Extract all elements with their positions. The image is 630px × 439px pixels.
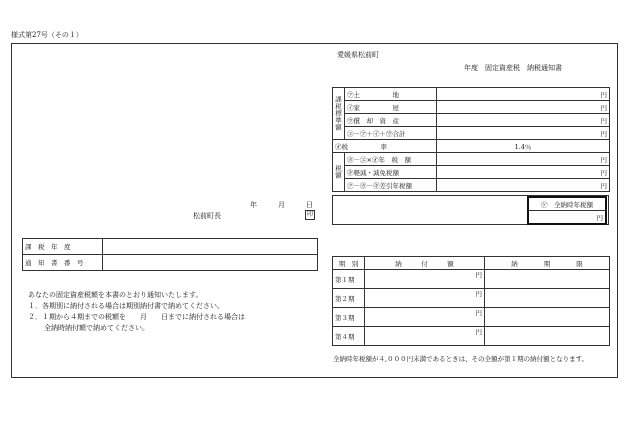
installment-period: 第１期	[333, 270, 365, 289]
installment-period: 第２期	[333, 289, 365, 308]
installment-deadline	[485, 308, 610, 327]
info-value	[103, 255, 318, 271]
assessment-label: ㋒償 却 資 産	[345, 114, 437, 127]
installment-deadline	[485, 270, 610, 289]
notice-line: ２．１期から４期までの税額を 月 日までに納付される場合は	[28, 313, 245, 321]
full-payment-box	[527, 196, 607, 225]
assessment-value: 円	[437, 88, 610, 101]
mayor-seal: 印	[307, 211, 314, 218]
tax-value: 円	[437, 166, 610, 179]
assessment-label: ㋑家 屋	[345, 101, 437, 114]
date-year: 年	[250, 201, 257, 209]
form-number: 様式第27号（その１）	[11, 31, 83, 39]
assessment-value: 円	[437, 127, 610, 140]
installment-footnote: 全納時年税額が４,０００円未満であるときは、その全額が第１期の納付額となります。	[333, 355, 589, 363]
assessment-value: 円	[437, 114, 610, 127]
document-title: 年度 固定資産税 納税通知書	[464, 64, 562, 72]
assessment-table	[332, 87, 610, 192]
info-value	[103, 239, 318, 255]
notice-line: 全納時納付額で納めてください。	[44, 324, 149, 332]
assessment-group-label: 課税標準額	[333, 88, 345, 140]
installment-header: 納 付 額	[365, 257, 485, 270]
full-payment-label: ㋘ 全納時年税額	[528, 197, 606, 211]
full-payment-value: 円	[528, 211, 606, 225]
issuer-name: 愛媛県松前町	[337, 51, 379, 59]
installment-deadline	[485, 289, 610, 308]
installment-table	[332, 256, 610, 346]
tax-label: ㋕－㋓×㋔年 税 額	[345, 153, 437, 166]
tax-label: ㋗－㋕－㋖差引年税額	[345, 179, 437, 192]
installment-header: 納 期 限	[485, 257, 610, 270]
tax-group-label: 税額	[333, 153, 345, 192]
installment-amount: 円	[365, 289, 485, 308]
assessment-label: ㋓－㋐＋㋑＋㋒合計	[345, 127, 437, 140]
date-month: 月	[278, 201, 285, 209]
tax-value: 円	[437, 153, 610, 166]
installment-amount: 円	[365, 327, 485, 346]
installment-amount: 円	[365, 270, 485, 289]
info-table	[22, 238, 318, 271]
info-label: 通 知 書 番 号	[23, 255, 103, 271]
installment-deadline	[485, 327, 610, 346]
tax-rate-value: 1.4％	[437, 140, 610, 153]
date-day: 日	[306, 201, 313, 209]
notice-line: あなたの固定資産税額を本書のとおり通知いたします。	[28, 291, 203, 299]
assessment-value: 円	[437, 101, 610, 114]
notice-line: １．各期別に納付される場合は期別納付書で納めてください。	[28, 302, 224, 310]
assessment-label: ㋐土 地	[345, 88, 437, 101]
tax-rate-label: ㋔税 率	[333, 140, 437, 153]
tax-label: ㋖軽減・減免税額	[345, 166, 437, 179]
installment-period: 第４期	[333, 327, 365, 346]
installment-header: 期 別	[333, 257, 365, 270]
installment-period: 第３期	[333, 308, 365, 327]
notice-text	[28, 290, 245, 334]
info-label: 課 税 年 度	[23, 239, 103, 255]
installment-amount: 円	[365, 308, 485, 327]
tax-value: 円	[437, 179, 610, 192]
mayor-title: 松前町長	[193, 212, 221, 220]
